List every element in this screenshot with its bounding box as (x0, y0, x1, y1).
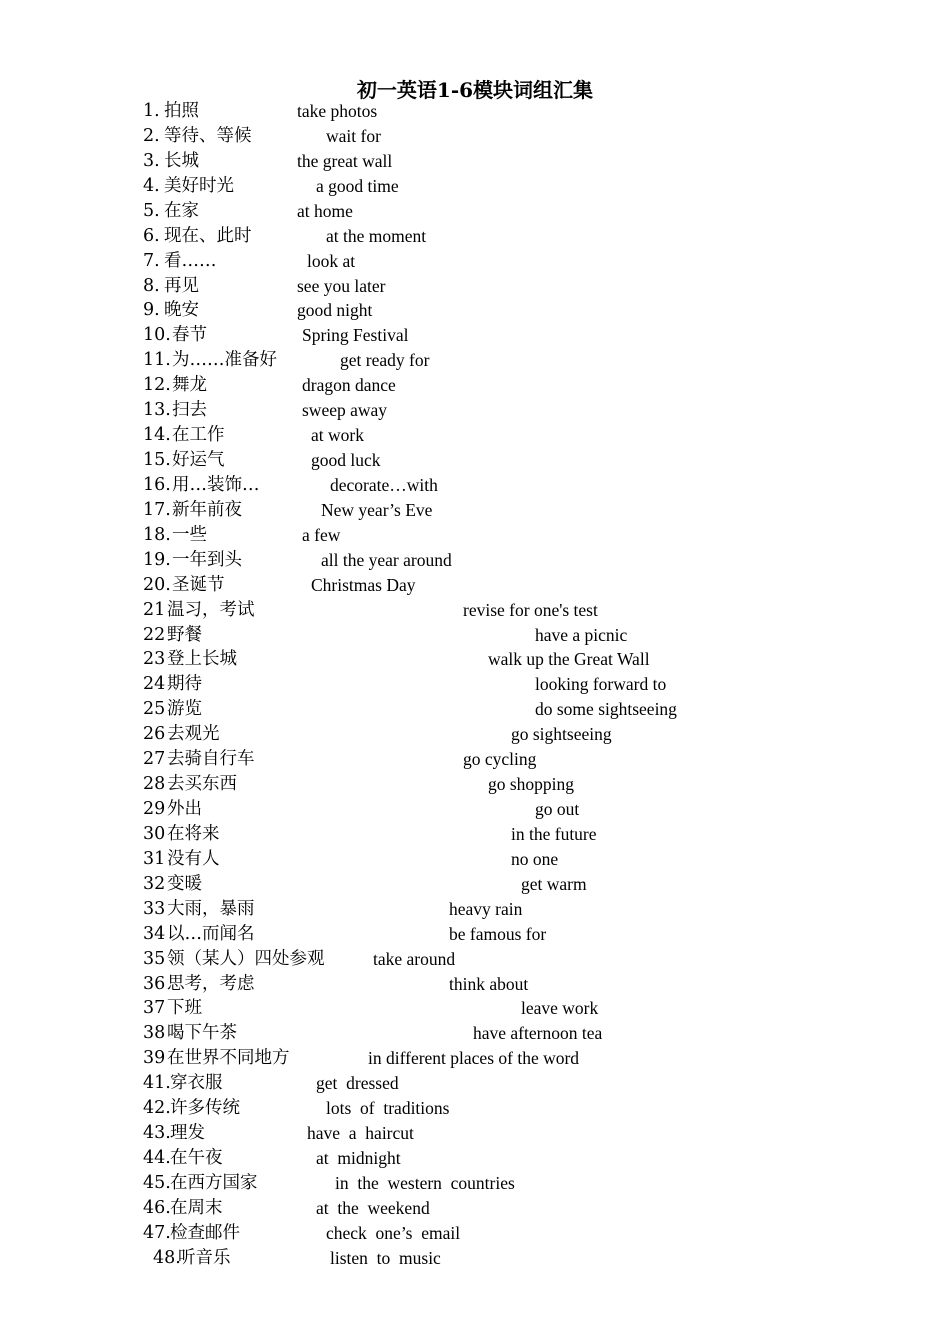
english-phrase: in the future (511, 823, 597, 844)
item-number: 8. (143, 275, 160, 296)
list-item (0, 623, 950, 647)
list-item (0, 822, 950, 846)
list-item (0, 149, 950, 173)
chinese-phrase: 以…而闻名 (167, 923, 255, 944)
item-number: 3. (143, 150, 160, 171)
item-number: 34 (143, 923, 166, 944)
english-phrase: get dressed (316, 1073, 399, 1094)
list-item (0, 747, 950, 771)
item-number: 46. (143, 1197, 171, 1218)
item-number: 21 (143, 599, 166, 620)
chinese-phrase: 在工作 (172, 425, 225, 446)
item-number: 10. (143, 325, 171, 346)
list-item (0, 124, 950, 148)
item-number: 11. (143, 350, 171, 371)
chinese-phrase: 扫去 (172, 400, 207, 421)
item-number: 18. (143, 524, 171, 545)
english-phrase: leave work (521, 998, 599, 1019)
chinese-phrase: 在将来 (167, 823, 220, 844)
list-item (0, 548, 950, 572)
english-phrase: at midnight (316, 1148, 401, 1169)
item-number: 24 (143, 674, 166, 695)
item-number: 1. (143, 101, 160, 121)
list-item (0, 722, 950, 746)
item-number: 22 (143, 624, 166, 645)
list-item (0, 1021, 950, 1045)
english-phrase: in the western countries (335, 1172, 515, 1193)
item-number: 7. (143, 250, 160, 271)
list-item (0, 373, 950, 397)
chinese-phrase: 现在、此时 (164, 225, 252, 246)
item-number: 41. (143, 1073, 171, 1094)
item-number: 31 (143, 848, 166, 869)
english-phrase: a few (302, 524, 341, 545)
english-phrase: sweep away (302, 400, 388, 421)
list-item (0, 224, 950, 248)
english-phrase: at work (311, 425, 364, 446)
english-phrase: Christmas Day (311, 574, 416, 595)
english-phrase: have afternoon tea (473, 1023, 603, 1044)
chinese-phrase: 喝下午茶 (167, 1023, 237, 1044)
english-phrase: at the weekend (316, 1197, 430, 1218)
item-number: 42. (143, 1098, 171, 1119)
english-phrase: good night (297, 300, 373, 321)
english-phrase: lots of traditions (326, 1098, 450, 1119)
chinese-phrase: 变暖 (167, 873, 202, 894)
list-item (0, 199, 950, 223)
english-phrase: get warm (521, 873, 587, 894)
english-phrase: at the moment (326, 225, 427, 246)
english-phrase: wait for (326, 125, 381, 146)
list-item (0, 598, 950, 622)
english-phrase: have a picnic (535, 624, 628, 645)
list-item (0, 473, 950, 497)
item-number: 45. (143, 1172, 171, 1193)
item-number: 4. (143, 175, 160, 196)
chinese-phrase: 长城 (164, 150, 199, 171)
chinese-phrase: 大雨，暴雨 (167, 898, 255, 919)
english-phrase: revise for one's test (463, 599, 598, 620)
chinese-phrase: 为……准备好 (172, 350, 277, 371)
chinese-phrase: 舞龙 (172, 375, 207, 396)
item-number: 29 (143, 799, 166, 820)
chinese-phrase: 等待、等候 (164, 125, 252, 146)
chinese-phrase: 在世界不同地方 (167, 1048, 290, 1069)
chinese-phrase: 再见 (164, 275, 199, 296)
english-phrase: at home (297, 200, 353, 221)
english-phrase: go cycling (463, 749, 537, 770)
list-item (0, 498, 950, 522)
english-phrase: go shopping (488, 774, 575, 795)
english-phrase: in different places of the word (368, 1048, 580, 1069)
english-phrase: think about (449, 973, 529, 994)
list-item (0, 249, 950, 273)
chinese-phrase: 领（某人）四处参观 (167, 948, 325, 969)
chinese-phrase: 听音乐 (178, 1247, 231, 1268)
list-item (0, 398, 950, 422)
chinese-phrase: 温习，考试 (167, 599, 255, 620)
item-number: 16. (143, 474, 171, 495)
english-phrase: Spring Festival (302, 325, 409, 346)
chinese-phrase: 思考，考虑 (167, 973, 255, 994)
chinese-phrase: 外出 (167, 799, 202, 820)
item-number: 30 (143, 823, 166, 844)
list-item (0, 573, 950, 597)
item-number: 36 (143, 973, 166, 994)
item-number: 5. (143, 200, 160, 221)
chinese-phrase: 拍照 (164, 101, 199, 121)
item-number: 33 (143, 898, 166, 919)
list-item (0, 448, 950, 472)
chinese-phrase: 许多传统 (170, 1098, 240, 1119)
list-item (0, 323, 950, 347)
list-item (0, 672, 950, 696)
list-item (0, 1146, 950, 1170)
english-phrase: go sightseeing (511, 724, 612, 745)
chinese-phrase: 在家 (164, 200, 199, 221)
item-number: 15. (143, 450, 171, 471)
english-phrase: check one’s email (326, 1222, 461, 1243)
list-item (0, 847, 950, 871)
english-phrase: see you later (297, 275, 386, 296)
chinese-phrase: 一些 (172, 524, 207, 545)
chinese-phrase: 好运气 (172, 450, 225, 471)
english-phrase: the great wall (297, 150, 393, 171)
item-number: 39 (143, 1048, 166, 1069)
item-number: 28 (143, 774, 166, 795)
english-phrase: go out (535, 799, 580, 820)
item-number: 48. (153, 1247, 181, 1268)
list-item (0, 1121, 950, 1145)
list-item (0, 996, 950, 1020)
list-item (0, 772, 950, 796)
list-item (0, 348, 950, 372)
item-number: 26 (143, 724, 166, 745)
chinese-phrase: 在午夜 (170, 1148, 223, 1169)
list-item (0, 99, 950, 123)
item-number: 14. (143, 425, 171, 446)
chinese-phrase: 野餐 (167, 624, 202, 645)
english-phrase: looking forward to (535, 674, 667, 695)
chinese-phrase: 游览 (167, 699, 202, 720)
list-item (0, 697, 950, 721)
list-item (0, 797, 950, 821)
item-number: 25 (143, 699, 166, 720)
list-item (0, 274, 950, 298)
list-item (0, 1171, 950, 1195)
chinese-phrase: 登上长城 (167, 649, 237, 670)
item-number: 13. (143, 400, 171, 421)
item-number: 12. (143, 375, 171, 396)
list-item (0, 1196, 950, 1220)
chinese-phrase: 在西方国家 (170, 1172, 258, 1193)
item-number: 17. (143, 499, 171, 520)
chinese-phrase: 去观光 (167, 724, 220, 745)
chinese-phrase: 理发 (170, 1123, 205, 1144)
list-item (0, 897, 950, 921)
list-item (0, 872, 950, 896)
english-phrase: be famous for (449, 923, 547, 944)
english-phrase: dragon dance (302, 375, 396, 396)
item-number: 37 (143, 998, 166, 1019)
list-item (0, 1046, 950, 1070)
english-phrase: decorate…with (330, 474, 438, 495)
item-number: 38 (143, 1023, 166, 1044)
english-phrase: New year’s Eve (321, 499, 433, 520)
item-number: 19. (143, 549, 171, 570)
list-item (0, 647, 950, 671)
english-phrase: all the year around (321, 549, 452, 570)
chinese-phrase: 去骑自行车 (167, 749, 255, 770)
english-phrase: take around (373, 948, 456, 969)
page-title: 初一英语1-6模块词组汇集 (356, 78, 594, 102)
item-number: 23 (143, 649, 166, 670)
list-item (0, 1246, 950, 1270)
item-number: 43. (143, 1123, 171, 1144)
english-phrase: take photos (297, 101, 378, 121)
chinese-phrase: 一年到头 (172, 549, 242, 570)
chinese-phrase: 下班 (167, 998, 202, 1019)
english-phrase: do some sightseeing (535, 699, 677, 720)
item-number: 47. (143, 1222, 171, 1243)
english-phrase: heavy rain (449, 898, 523, 919)
chinese-phrase: 看…… (164, 250, 217, 271)
english-phrase: get ready for (340, 350, 430, 371)
chinese-phrase: 春节 (172, 325, 207, 346)
list-item (0, 1221, 950, 1245)
english-phrase: listen to music (330, 1247, 441, 1268)
item-number: 44. (143, 1148, 171, 1169)
list-item (0, 1071, 950, 1095)
list-item (0, 523, 950, 547)
chinese-phrase: 美好时光 (164, 175, 234, 196)
english-phrase: have a haircut (307, 1123, 414, 1144)
chinese-phrase: 新年前夜 (172, 499, 242, 520)
list-item (0, 947, 950, 971)
item-number: 35 (143, 948, 166, 969)
item-number: 2. (143, 125, 160, 146)
item-number: 6. (143, 225, 160, 246)
item-number: 27 (143, 749, 166, 770)
english-phrase: no one (511, 848, 559, 869)
list-item (0, 1096, 950, 1120)
item-number: 32 (143, 873, 166, 894)
item-number: 9. (143, 300, 160, 321)
english-phrase: good luck (311, 450, 381, 471)
chinese-phrase: 用…装饰… (172, 474, 260, 495)
list-item (0, 298, 950, 322)
english-phrase: a good time (316, 175, 399, 196)
english-phrase: look at (307, 250, 356, 271)
chinese-phrase: 穿衣服 (170, 1073, 223, 1094)
chinese-phrase: 圣诞节 (172, 574, 225, 595)
chinese-phrase: 期待 (167, 674, 202, 695)
chinese-phrase: 没有人 (167, 848, 220, 869)
chinese-phrase: 在周末 (170, 1197, 223, 1218)
english-phrase: walk up the Great Wall (488, 649, 650, 670)
chinese-phrase: 去买东西 (167, 774, 237, 795)
list-item (0, 922, 950, 946)
chinese-phrase: 检查邮件 (170, 1222, 240, 1243)
item-number: 20. (143, 574, 171, 595)
list-item (0, 972, 950, 996)
list-item (0, 423, 950, 447)
list-item (0, 174, 950, 198)
chinese-phrase: 晚安 (164, 300, 199, 321)
